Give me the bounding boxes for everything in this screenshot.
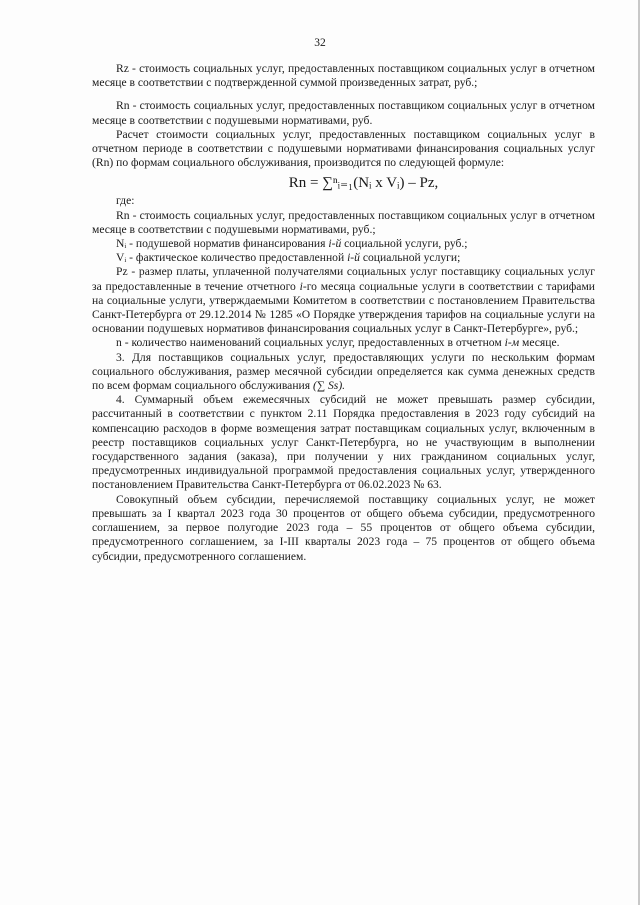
formula: Rn = ∑ⁿᵢ₌₁(Nᵢ x Vᵢ) – Pz,	[288, 175, 439, 192]
paragraph-vi	[92, 251, 595, 265]
paragraph-pz	[92, 265, 595, 336]
paragraph-total-subsidy: Совокупный объем субсидии, перечисляемой поставщику социальных услуг, не может превышать за I квартал 2023 года 30 процентов от общего объема субсидии, предусмотренного соглашением, за первое полугодие 2023 года – 55 процентов от общего объема субсидии, предусмотренного соглашением, за I-III кварталы 2023 года – 75 процентов от общего объема субсидии, предусмотренного соглашением.	[92, 492, 595, 563]
n-italic: i-м	[504, 336, 520, 350]
paragraph-item-3	[92, 351, 595, 394]
paragraph-n	[92, 336, 595, 350]
ni-text-end: социальной услуги, руб.;	[341, 237, 468, 251]
vi-italic: i-й	[347, 251, 360, 265]
ni-italic: i-й	[328, 237, 342, 251]
vi-text-end: социальной услуги;	[359, 251, 461, 265]
paragraph-rz: Rz - стоимость социальных услуг, предоставленных поставщиком социальных услуг в отчетном месяце в соответствии с подтвержденной суммой произведенных затрат, руб.;	[92, 62, 595, 90]
item-3-italic: (∑ Ss).	[312, 379, 346, 393]
ni-text-start: Nᵢ - подушевой норматив финансирования	[116, 237, 329, 251]
vi-text-start: Vᵢ - фактическое количество предоставленной	[116, 251, 348, 265]
pz-text-end: -го месяца социальные услуги в соответствии с тарифами на социальные услуги, утверждаемыми Комитетом в соответствии с постановлением Правительства Санкт-Петербурга от 29.12.2014 № 1285 «О Порядке утверждения тарифов на социальные услуги на основании подушевых нормативов финансирования социальных услуг в Санкт-Петербурге», руб.;	[92, 279, 595, 336]
item-3-text: 3. Для поставщиков социальных услуг, предоставляющих услуги по нескольким формам социального обслуживания, размер месячной субсидии определяется как сумма денежных средств по всем формам социального обслуживания	[92, 350, 595, 393]
document-body	[92, 62, 595, 564]
paragraph-ni	[92, 237, 595, 251]
pz-italic: i	[299, 279, 303, 293]
paragraph-rn: Rn - стоимость социальных услуг, предоставленных поставщиком социальных услуг в отчетном месяце в соответствии с подушевыми нормативами, руб.	[92, 99, 595, 127]
n-text-end: месяце.	[519, 336, 560, 350]
pz-text-start: Pz - размер платы, уплаченной получателями социальных услуг поставщику социальных услуг за предоставленные в течение отчетного	[92, 265, 595, 293]
paragraph-rn-definition: Rn - стоимость социальных услуг, предоставленных поставщиком социальных услуг в отчетном месяце в соответствии с подушевыми нормативами, руб.;	[92, 208, 595, 236]
paragraph-calculation: Расчет стоимости социальных услуг, предоставленных поставщиком социальных услуг в отчетном периоде в соответствии с подушевыми нормативами финансирования социальных услуг (Rn) по формам социального обслуживания, производится по следующей формуле:	[92, 127, 595, 170]
paragraph-item-4: 4. Суммарный объем ежемесячных субсидий не может превышать размер субсидии, рассчитанный в соответствии с пунктом 2.11 Порядка предоставления в 2023 году субсидий на компенсацию расходов в форме возмещения затрат поставщикам социальных услуг, включенным в реестр поставщиков социальных услуг Санкт-Петербурга, но не участвующим в выполнении государственного задания (заказа), при получении у них гражданином социальных услуг, предусмотренных индивидуальной программой предоставления социальных услуг, утвержденного постановлением Правительства Санкт-Петербурга от 06.02.2023 № 63.	[92, 393, 595, 492]
page-number: 32	[314, 37, 326, 49]
where-label: где:	[116, 194, 135, 208]
n-text-start: n - количество наименований социальных услуг, предоставленных в отчетном	[116, 336, 505, 350]
